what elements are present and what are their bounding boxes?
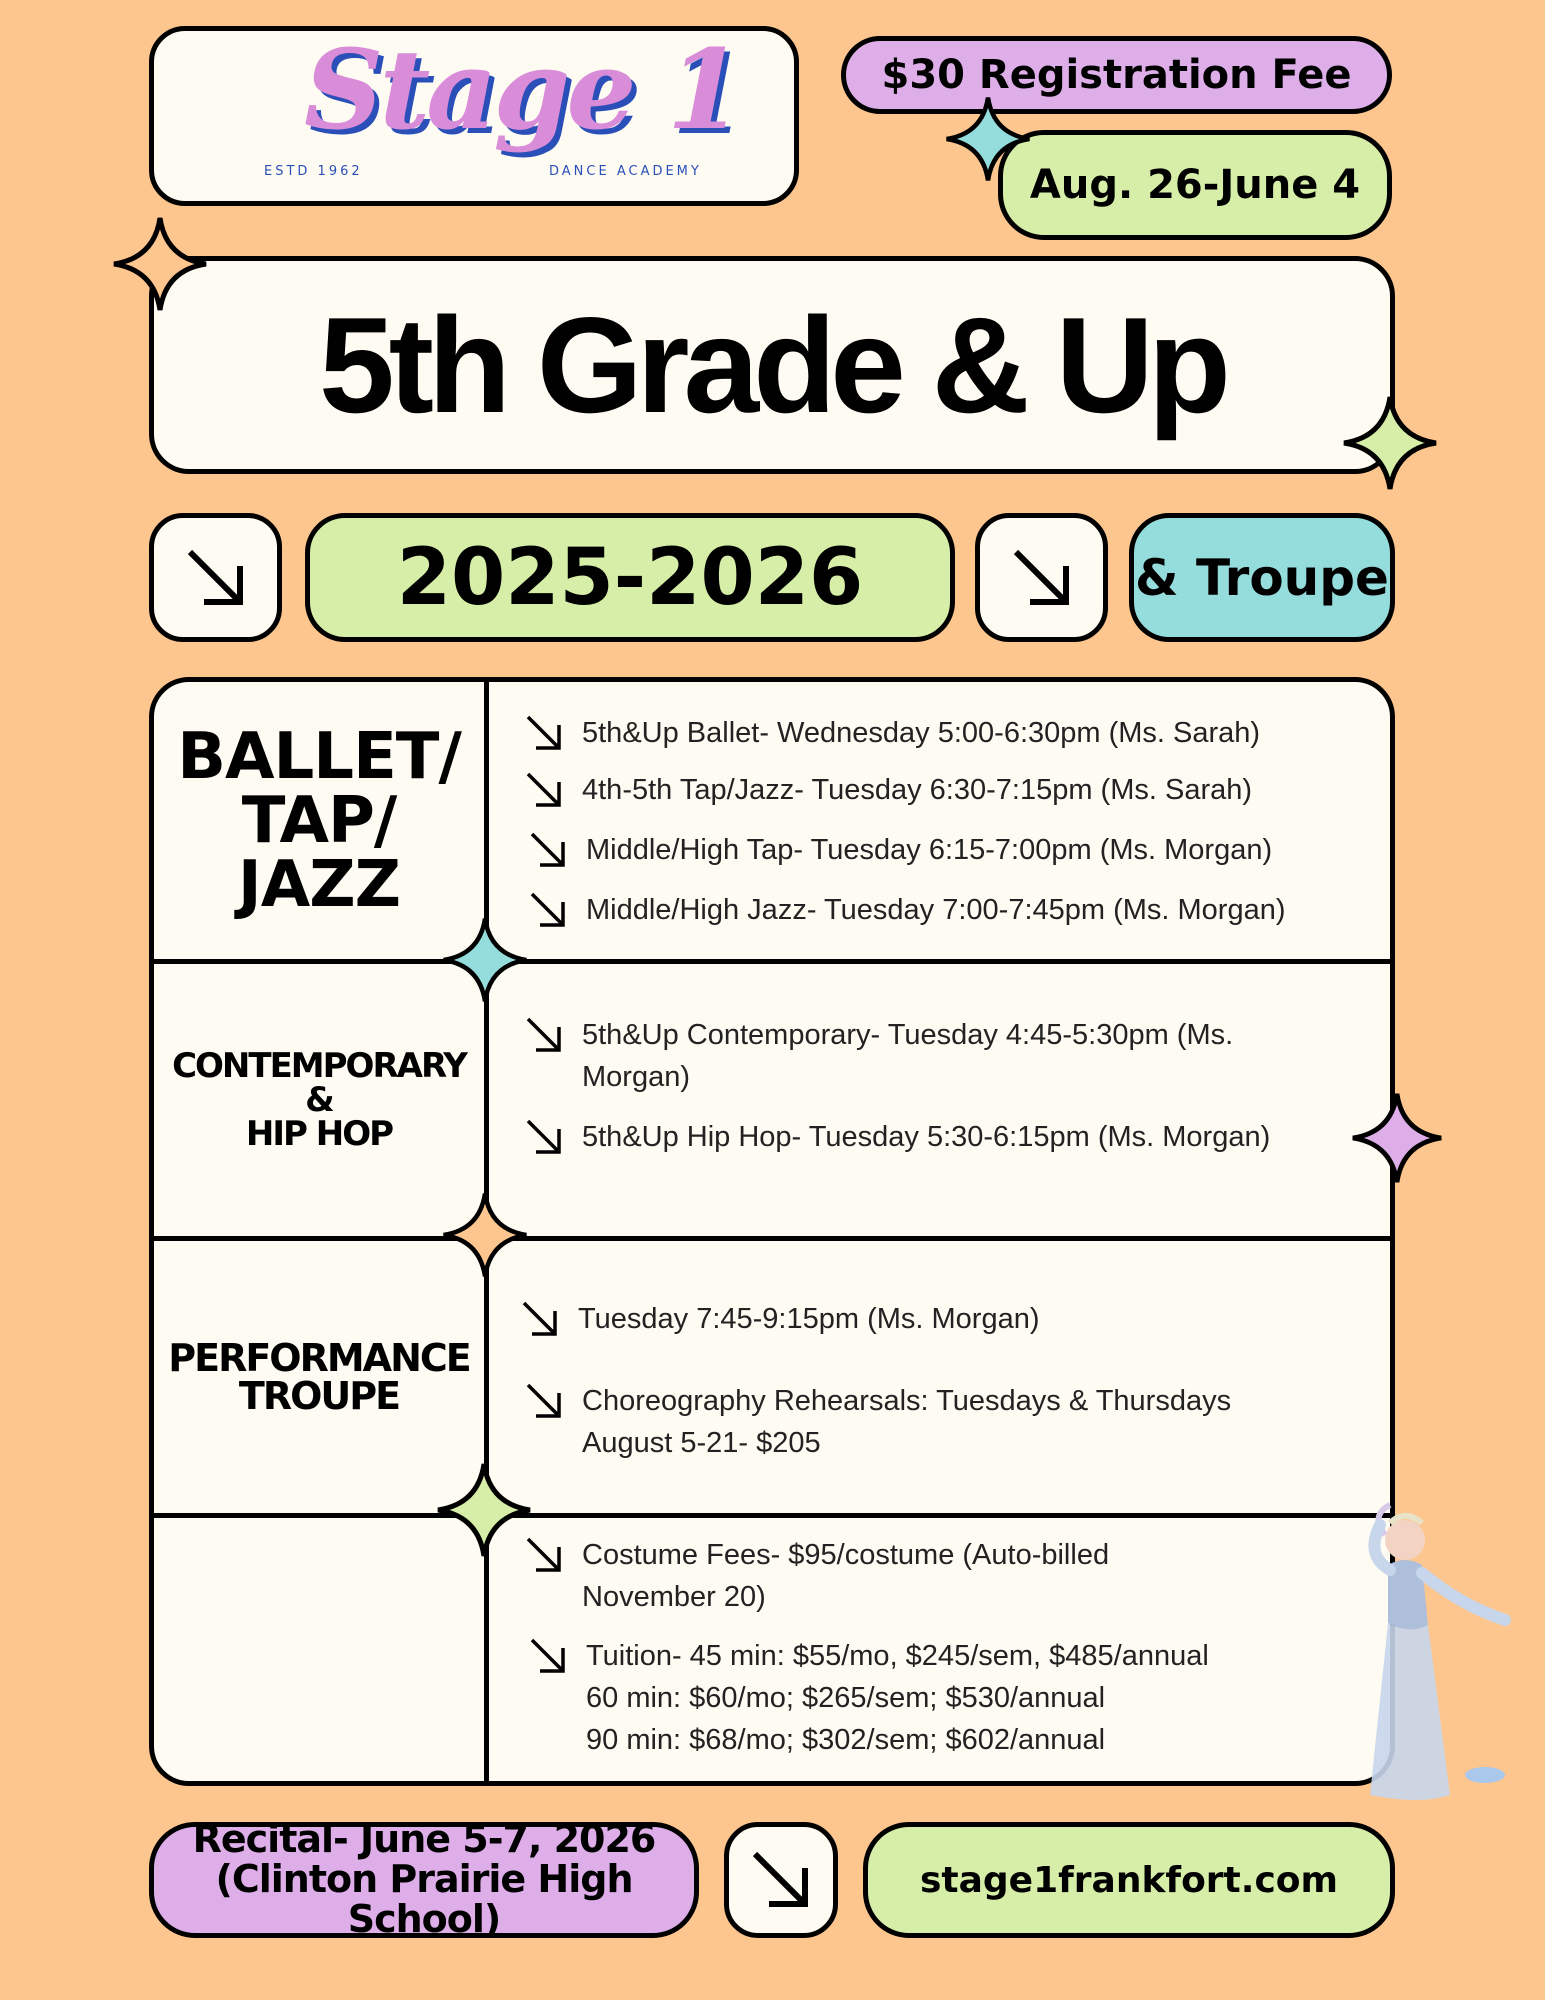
logo-subtitle: DANCE ACADEMY xyxy=(549,164,702,179)
sparkle-star-icon xyxy=(1340,393,1440,493)
arrow-down-right-icon xyxy=(524,713,564,753)
sparkle-star-icon xyxy=(1349,1090,1445,1186)
list-item: 4th-5th Tap/Jazz- Tuesday 6:30-7:15pm (Ms. Sarah) xyxy=(524,769,1252,811)
schedule-table xyxy=(149,677,1395,1786)
arrow-down-right-icon xyxy=(528,890,568,930)
list-item: Tuesday 7:45-9:15pm (Ms. Morgan) xyxy=(520,1298,1040,1340)
arrow-down-right-icon xyxy=(528,830,568,870)
arrow-down-right-icon xyxy=(528,1636,568,1676)
list-item: 5th&Up Hip Hop- Tuesday 5:30-6:15pm (Ms. Morgan) xyxy=(524,1116,1270,1158)
list-item: Costume Fees- $95/costume (Auto-billed November 20) xyxy=(524,1534,1109,1618)
sparkle-star-icon xyxy=(110,214,210,314)
sparkle-star-icon xyxy=(440,915,530,1005)
arrow-down-right-icon xyxy=(149,513,282,642)
recital-info-badge xyxy=(149,1817,699,1941)
logo-estd: ESTD 1962 xyxy=(264,164,363,179)
list-item: Middle/High Tap- Tuesday 6:15-7:00pm (Ms. Morgan) xyxy=(528,829,1272,871)
arrow-down-right-icon xyxy=(524,1117,564,1157)
sparkle-star-icon xyxy=(440,1190,530,1280)
list-item: Choreography Rehearsals: Tuesdays & Thursdays August 5-21- $205 xyxy=(524,1380,1231,1464)
season-year: 2025-2026 xyxy=(305,513,955,642)
page-title: 5th Grade & Up xyxy=(149,256,1395,474)
arrow-down-right-icon xyxy=(520,1299,560,1339)
arrow-down-right-icon xyxy=(724,1822,838,1938)
category-contemporary-hiphop: CONTEMPORARY & HIP HOP xyxy=(172,1046,466,1154)
arrow-down-right-icon xyxy=(524,1015,564,1055)
arrow-down-right-icon xyxy=(524,770,564,810)
logo-wordmark: Stage 1 xyxy=(304,25,740,154)
arrow-down-right-icon xyxy=(524,1381,564,1421)
sparkle-star-icon xyxy=(434,1460,534,1560)
dancer-photo xyxy=(1310,1495,1520,1815)
arrow-down-right-icon xyxy=(975,513,1108,642)
session-dates-badge: Aug. 26-June 4 xyxy=(998,130,1392,240)
list-item: 5th&Up Ballet- Wednesday 5:00-6:30pm (Ms. Sarah) xyxy=(524,712,1260,754)
recital-venue: (Clinton Prairie High School) xyxy=(215,1857,633,1941)
list-item: Middle/High Jazz- Tuesday 7:00-7:45pm (Ms. Morgan) xyxy=(528,889,1286,931)
recital-dates: Recital- June 5-7, 2026 xyxy=(192,1817,656,1862)
table-divider xyxy=(154,1513,1390,1518)
list-item: 5th&Up Contemporary- Tuesday 4:45-5:30pm (Ms. Morgan) xyxy=(524,1014,1233,1098)
category-ballet-tap-jazz: BALLET/ TAP/ JAZZ xyxy=(177,719,461,922)
list-item: Tuition- 45 min: $55/mo, $245/sem, $485/annual 60 min: $60/mo; $265/sem; $530/annual 90 min: $68/mo; $302/sem; $602/annual xyxy=(528,1635,1209,1761)
website-link[interactable]: stage1frankfort.com xyxy=(863,1822,1395,1938)
sparkle-star-icon xyxy=(943,94,1033,184)
registration-fee-badge: $30 Registration Fee xyxy=(841,36,1392,114)
logo-card xyxy=(149,26,799,206)
category-performance-troupe: PERFORMANCE TROUPE xyxy=(168,1336,470,1418)
troupe-tag: & Troupe xyxy=(1129,513,1395,642)
